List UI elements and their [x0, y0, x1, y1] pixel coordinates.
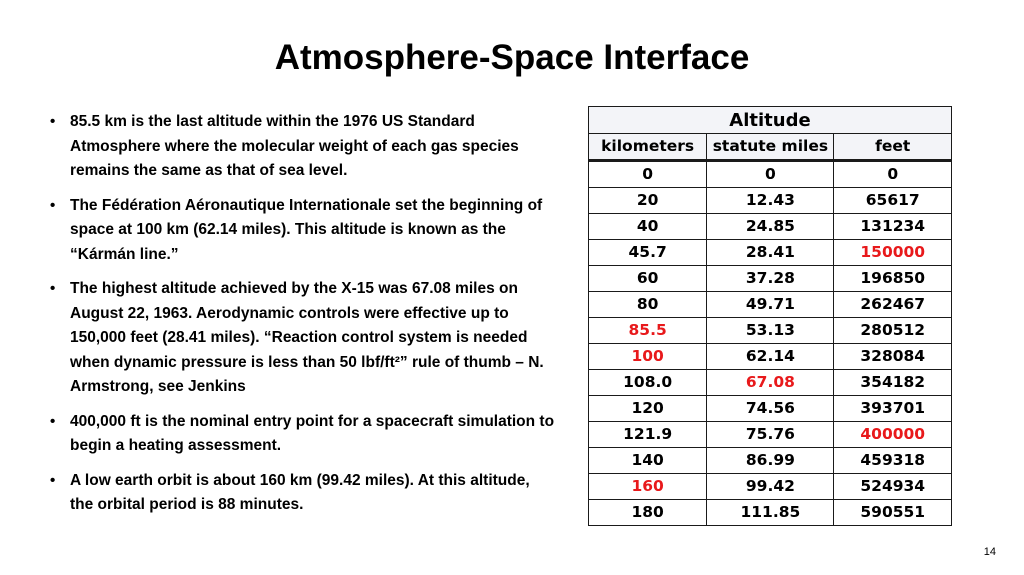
table-cell: 180	[589, 500, 707, 526]
bullet-item	[50, 469, 555, 518]
table-cell: 40	[589, 214, 707, 240]
table-row	[589, 422, 952, 448]
bullet-text: 400,000 ft is the nominal entry point for a spacecraft simulation to begin a heating assessment.	[70, 412, 555, 454]
bullet-text: 85.5 km is the last altitude within the 1976 US Standard Atmosphere where the molecular weight of each gas species remains the same as that of sea level.	[70, 113, 519, 179]
table-cell: 12.43	[707, 188, 834, 214]
table-cell: 74.56	[707, 396, 834, 422]
table-cell: 0	[589, 161, 707, 188]
table-row	[589, 214, 952, 240]
table-cell: 121.9	[589, 422, 707, 448]
altitude-table	[588, 106, 952, 526]
table-cell: 400000	[834, 422, 952, 448]
bullet-icon: •	[50, 471, 56, 489]
table-cell: 280512	[834, 318, 952, 344]
bullet-text: A low earth orbit is about 160 km (99.42 miles). At this altitude, the orbital period is 88 minutes.	[70, 471, 530, 513]
table-cell: 590551	[834, 500, 952, 526]
table-cell: 85.5	[589, 318, 707, 344]
table-cell: 60	[589, 266, 707, 292]
table-row	[589, 188, 952, 214]
table-row	[589, 448, 952, 474]
table-row	[589, 344, 952, 370]
table-cell: 120	[589, 396, 707, 422]
bullet-text: The highest altitude achieved by the X-15 was 67.08 miles on August 22, 1963. Aerodynamic controls were effective up to 150,000 feet (28.41 miles). “Reaction control system is needed when dynamic pressure is less than 50 lbf/ft²” rule of thumb – N. Armstrong, see Jenkins	[70, 280, 544, 395]
table-cell: 67.08	[707, 370, 834, 396]
table-cell: 99.42	[707, 474, 834, 500]
table-cell: 160	[589, 474, 707, 500]
column-header-statute-miles: statute miles	[707, 134, 834, 161]
table-cell: 524934	[834, 474, 952, 500]
table-row	[589, 318, 952, 344]
bullet-icon: •	[50, 412, 56, 430]
bullet-item	[50, 410, 555, 459]
table-row	[589, 161, 952, 188]
table-cell: 196850	[834, 266, 952, 292]
table-cell: 131234	[834, 214, 952, 240]
table-cell: 328084	[834, 344, 952, 370]
table-cell: 0	[707, 161, 834, 188]
slide-number: 14	[983, 546, 996, 558]
bullet-item	[50, 194, 555, 268]
table-cell: 111.85	[707, 500, 834, 526]
table-cell: 150000	[834, 240, 952, 266]
bullet-text: The Fédération Aéronautique Internationale set the beginning of space at 100 km (62.14 miles). This altitude is known as the “Kármán line.”	[70, 196, 543, 263]
table-cell: 354182	[834, 370, 952, 396]
table-cell: 262467	[834, 292, 952, 318]
table-cell: 75.76	[707, 422, 834, 448]
column-header-kilometers: kilometers	[589, 134, 707, 161]
table-body	[589, 161, 952, 526]
table-row	[589, 396, 952, 422]
table-cell: 86.99	[707, 448, 834, 474]
bullet-item	[50, 277, 555, 400]
table-cell: 49.71	[707, 292, 834, 318]
slide-title: Atmosphere-Space Interface	[274, 38, 750, 77]
table-cell: 140	[589, 448, 707, 474]
table-cell: 459318	[834, 448, 952, 474]
bullet-icon: •	[50, 113, 56, 130]
table-row	[589, 266, 952, 292]
column-header-feet: feet	[834, 134, 952, 161]
table-cell: 37.28	[707, 266, 834, 292]
table-cell: 24.85	[707, 214, 834, 240]
table-cell: 80	[589, 292, 707, 318]
table-cell: 45.7	[589, 240, 707, 266]
table-cell: 100	[589, 344, 707, 370]
bullet-item	[50, 110, 555, 184]
table-cell: 0	[834, 161, 952, 188]
table-row	[589, 292, 952, 318]
table-header-altitude: Altitude	[589, 107, 952, 134]
table-row	[589, 500, 952, 526]
table-cell: 393701	[834, 396, 952, 422]
table-cell: 62.14	[707, 344, 834, 370]
table-cell: 28.41	[707, 240, 834, 266]
table-cell: 20	[589, 188, 707, 214]
bullet-icon: •	[50, 196, 56, 214]
table-row	[589, 370, 952, 396]
table-cell: 53.13	[707, 318, 834, 344]
bullet-icon: •	[50, 280, 56, 297]
table-cell: 108.0	[589, 370, 707, 396]
table-row	[589, 240, 952, 266]
table-cell: 65617	[834, 188, 952, 214]
table-row	[589, 474, 952, 500]
bullet-list	[50, 110, 555, 528]
